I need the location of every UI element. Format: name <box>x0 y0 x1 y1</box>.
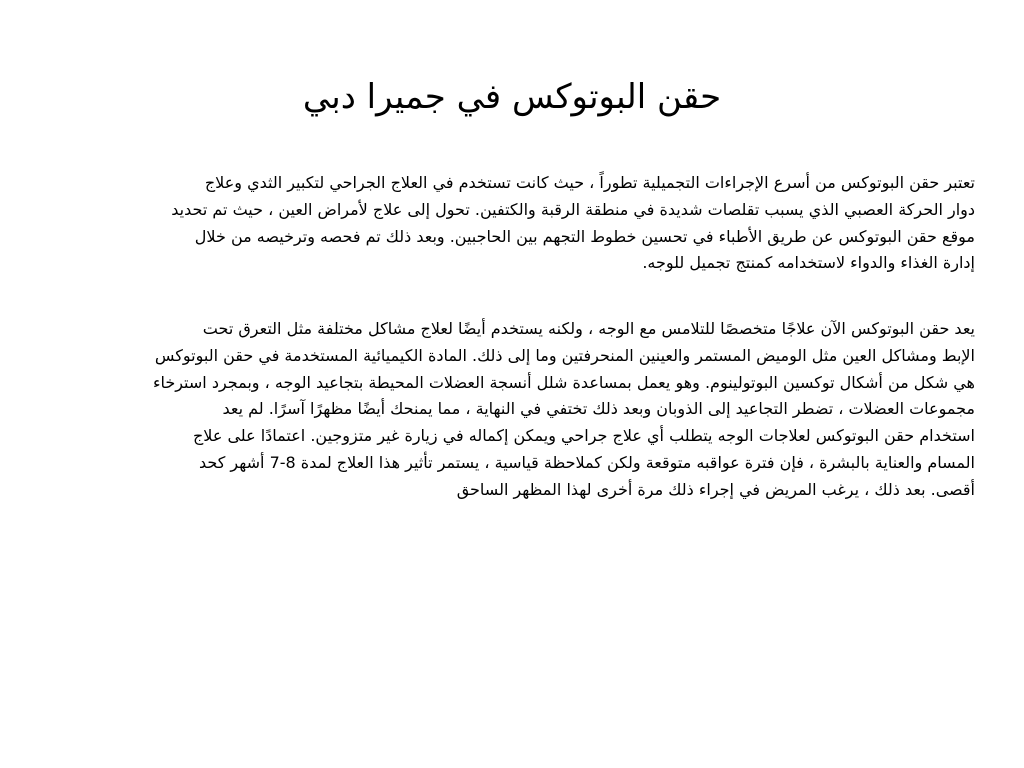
paragraph-line <box>60 197 975 224</box>
paragraph-line <box>60 450 975 477</box>
line-text: موقع حقن البوتوكس عن طريق الأطباء في تحسين خطوط التجهم بين الحاجبين. وبعد ذلك تم فحصه وترخيصه من خلال <box>194 226 975 246</box>
line-text: المسام والعناية بالبشرة ، فإن فترة عواقبه متوقعة ولكن كملاحظة قياسية ، يستمر تأثير هذا العلاج لمدة 8-7 أشهر كحد <box>198 452 975 472</box>
paragraph-line <box>60 396 975 423</box>
paragraph-2 <box>60 316 975 504</box>
slide-title: حقن البوتوكس في جميرا دبي <box>302 77 722 117</box>
line-text: أقصى. بعد ذلك ، يرغب المريض في إجراء ذلك مرة أخرى لهذا المظهر الساحق <box>456 479 975 499</box>
paragraph-line <box>60 343 975 370</box>
paragraph-line <box>60 224 975 251</box>
line-text: تعتبر حقن البوتوكس من أسرع الإجراءات التجميلية تطوراً ، حيث كانت تستخدم في العلاج الجراحي لتكبير الثدي وعلاج <box>204 173 975 192</box>
line-text: يعد حقن البوتوكس الآن علاجًا متخصصًا للتلامس مع الوجه ، ولكنه يستخدم أيضًا لعلاج مشاكل مختلفة مثل التعرق تحت <box>202 319 975 338</box>
line-text: دوار الحركة العصبي الذي يسبب تقلصات شديدة في منطقة الرقبة والكتفين. تحول إلى علاج لأمراض العين ، حيث تم تحديد <box>171 199 975 219</box>
paragraph-line <box>60 170 975 197</box>
line-text: هي شكل من أشكال توكسين البوتولينوم. وهو يعمل بمساعدة شلل أنسجة العضلات المحيطة بتجاعيد الوجه ، وبمجرد استرخاء <box>152 372 975 392</box>
paragraph-line <box>60 316 975 343</box>
line-text: مجموعات العضلات ، تضطر التجاعيد إلى الذوبان وبعد ذلك تختفي في النهاية ، مما يمنحك أيضًا مظهرًا آسرًا. لم يعد <box>222 399 975 419</box>
paragraph-1 <box>60 170 975 277</box>
paragraph-line <box>60 477 975 504</box>
line-text: استخدام حقن البوتوكس لعلاجات الوجه يتطلب أي علاج جراحي ويمكن إكماله في زيارة غير متزوجين. اعتمادًا على علاج <box>192 426 975 446</box>
paragraph-line <box>60 370 975 397</box>
paragraph-line <box>60 423 975 450</box>
paragraph-line <box>60 250 975 277</box>
line-text: الإبط ومشاكل العين مثل الوميض المستمر والعينين المنحرفتين وما إلى ذلك. المادة الكيميائية المستخدمة في حقن البوتوكس <box>154 345 975 365</box>
line-text: إدارة الغذاء والدواء لاستخدامه كمنتج تجميل للوجه. <box>642 253 975 273</box>
